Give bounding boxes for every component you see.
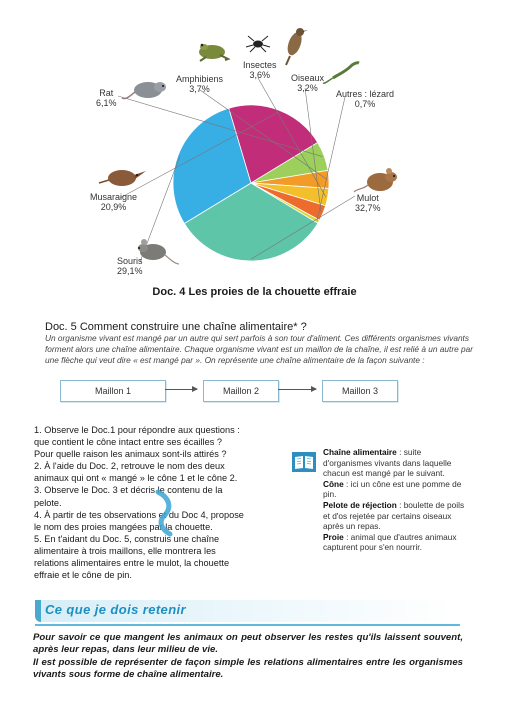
doc5-title: Doc. 5 Comment construire une chaîne alimentaire* ?	[45, 321, 307, 333]
hook-decoration	[148, 488, 178, 540]
question-line: le nom des proies mangées par la chouette.	[34, 521, 213, 532]
doc4-caption: Doc. 4 Les proies de la chouette effraie	[152, 286, 357, 298]
definitions-box	[293, 447, 468, 553]
maillon-2-box: Maillon 2	[203, 380, 279, 402]
retenir-paragraph-1: Pour savoir ce que mangent les animaux on peut observer les restes qu'ils laissent souvent, après leur repas, dans leur milieu de vie.	[33, 632, 463, 656]
question-line: alimentaire à trois maillons, elle montrera les	[34, 545, 216, 556]
frog-illustration	[199, 44, 228, 61]
definition-chaine: Chaîne alimentaire : suite d'organismes vivants dans laquelle chacun est mangé par le suivant.	[323, 447, 452, 479]
slice-label-mulot: Mulot 32,7%	[355, 193, 381, 213]
slice-label-autres: Autres : lézard 0,7%	[336, 89, 395, 109]
definition-cone: Cône : ici un cône est une pomme de pin.	[323, 478, 462, 500]
question-line: 5. En t'aidant du Doc. 5, construis une chaîne	[34, 533, 220, 544]
question-line: 3. Observe le Doc. 3 et décris le contenu de la	[34, 485, 223, 496]
arrow-1	[165, 389, 197, 390]
shrew-illustration	[99, 170, 146, 186]
slice-label-rat: Rat 6,1%	[96, 88, 117, 108]
retenir-title: Ce que je dois retenir	[45, 602, 187, 617]
retenir-divider	[35, 624, 460, 626]
retenir-paragraph-2: Il est possible de représenter de façon simple les relations alimentaires entre les organismes vivants sous forme de chaîne alimentaire.	[33, 656, 463, 680]
maillon-1-box: Maillon 1	[60, 380, 166, 402]
definition-proie: Proie : animal que d'autres animaux capturent pour s'en nourrir.	[323, 531, 457, 553]
maillon-3-box: Maillon 3	[322, 380, 398, 402]
slice-label-amphibiens: Amphibiens 3,7%	[176, 74, 224, 94]
question-line: que contient le cône intact entre ses écailles ?	[34, 437, 222, 448]
lizard-illustration	[323, 63, 359, 83]
arrow-2	[278, 389, 316, 390]
question-line: effraie et le cône de pin.	[34, 570, 132, 581]
question-line: 2. À l'aide du Doc. 2, retrouve le nom des deux	[34, 461, 225, 472]
question-line: pelote.	[34, 497, 62, 508]
doc5-intro: Un organisme vivant est mangé par un autre qui sert parfois à son tour d'aliment. Ces différents organismes vivants forment alors une chaîne alimentaire. Chaque organisme vivant est un maillon de la chaîne, il est relié à un autre par une flèche qui veut dire « est mangé par ». On représente une chaîne alimentaire de la façon suivante :	[45, 333, 473, 365]
question-line: relations alimentaires entre le mulot, la chouette	[34, 558, 230, 569]
rat-illustration	[122, 82, 166, 99]
bird-illustration	[285, 28, 308, 65]
question-line: animaux qui ont « mangé » le cône 1 et le cône 2.	[34, 473, 238, 484]
question-line: 1. Observe le Doc.1 pour répondre aux questions :	[34, 425, 240, 435]
question-line: 4. À partir de tes observations et du Doc 4, propose	[34, 509, 244, 520]
prey-pie-chart	[0, 0, 509, 290]
field-mouse-illustration	[354, 168, 397, 192]
slice-label-musaraigne: Musaraigne 20,9%	[90, 192, 138, 212]
question-line: Pour quelle raison les animaux sont-ils attirés ?	[34, 449, 227, 460]
retenir-text	[33, 632, 463, 681]
slice-label-oiseaux: Oiseaux 3,2%	[291, 73, 325, 93]
insect-illustration	[246, 36, 270, 52]
slice-label-insectes: Insectes 3,6%	[243, 60, 277, 80]
mouse-illustration	[138, 239, 179, 264]
definition-pelote: Pelote de réjection : boulette de poils et d'os rejetée par certains oiseaux après un repas.	[323, 499, 465, 532]
slice-label-souris: Souris 29,1%	[117, 256, 143, 276]
